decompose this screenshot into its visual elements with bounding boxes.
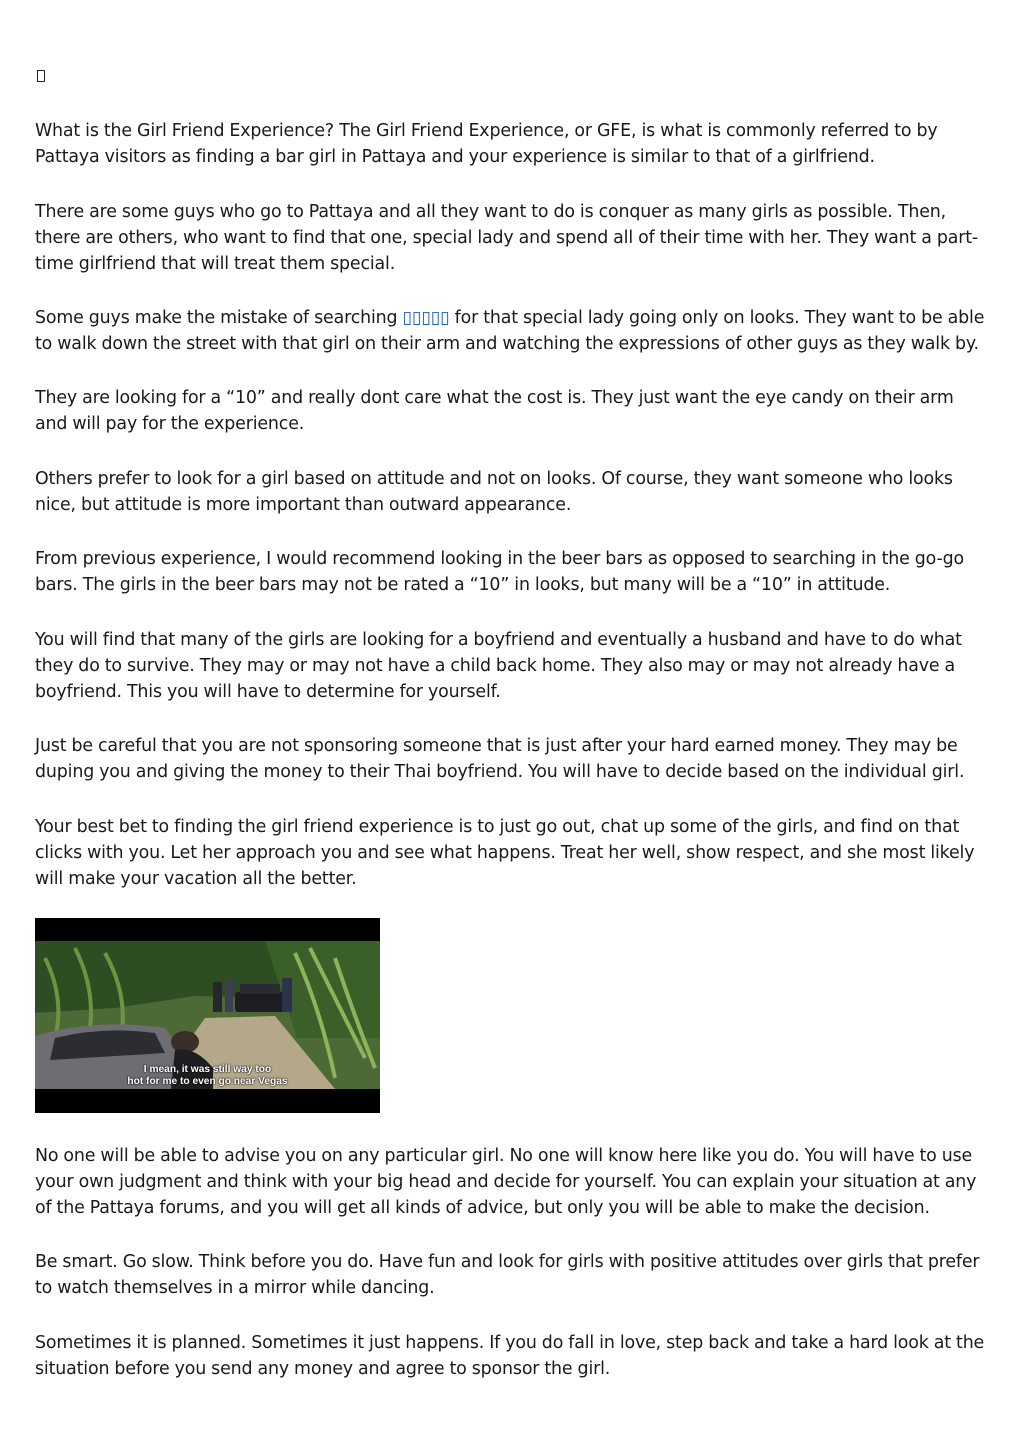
paragraph-gfe-definition: What is the Girl Friend Experience? The Girl Friend Experience, or GFE, is what is commonly referred to by Pattaya visitors as finding a bar girl in Pattaya and your experience is similar to that of a girlfriend. xyxy=(35,121,938,167)
paragraph-two-types-of-guys: There are some guys who go to Pattaya and all they want to do is conquer as many girls as possible. Then, there are others, who want to find that one, special lady and spend all of their time with her. They want a part-time girlfriend that will treat them special. xyxy=(35,202,979,274)
inline-link[interactable]: ▯▯▯▯▯ xyxy=(402,308,450,328)
video-caption-line-2: hot for me to even go near Vegas xyxy=(127,1076,288,1087)
paragraph-planned: Sometimes it is planned. Sometimes it just happens. If you do fall in love, step back and take a hard look at the situation before you send any money and agree to sponsor the girl. xyxy=(35,1333,985,1379)
video-caption-line-1: I mean, it was still way too xyxy=(143,1064,272,1075)
paragraph-looks-text-end: for that special lady going only on looks. They want to be able to walk down the street with that girl on their arm and watching the expressions of other guys as they walk by. xyxy=(35,308,985,354)
paragraph-advice: No one will be able to advise you on any particular girl. No one will know here like you do. You will have to use your own judgment and think with your big head and decide for yourself. You can explain your situation at any of the Pattaya forums, and you will get all kinds of advice, but only you will be able to make the decision. xyxy=(35,1146,977,1218)
paragraph-looks xyxy=(35,306,990,358)
paragraph-be-smart: Be smart. Go slow. Think before you do. Have fun and look for girls with positive attitudes over girls that prefer to watch themselves in a mirror while dancing. xyxy=(35,1252,980,1298)
video-frame[interactable] xyxy=(35,918,380,1113)
paragraph-boyfriend: You will find that many of the girls are looking for a boyfriend and eventually a husband and have to do what they do to survive. They may or may not have a child back home. They also may or may not already have a boyfriend. This you will have to determine for yourself. xyxy=(35,630,962,702)
paragraph-beer-bars: From previous experience, I would recommend looking in the beer bars as opposed to searching in the go-go bars. The girls in the beer bars may not be rated a “10” in looks, but many will be a “10” in attitude. xyxy=(35,549,964,595)
paragraph-looking-for-ten: They are looking for a “10” and really dont care what the cost is. They just want the eye candy on their arm and will pay for the experience. xyxy=(35,388,954,434)
paragraph-attitude: Others prefer to look for a girl based on attitude and not on looks. Of course, they want someone who looks nice, but attitude is more important than outward appearance. xyxy=(35,469,953,515)
paragraph-sponsoring: Just be careful that you are not sponsoring someone that is just after your hard earned money. They may be duping you and giving the money to their Thai boyfriend. You will have to decide based on the individual girl. xyxy=(35,736,965,782)
paragraph-best-bet: Your best bet to finding the girl friend experience is to just go out, chat up some of the girls, and find on that clicks with you. Let her approach you and see what happens. Treat her well, show respect, and she most likely will make your vacation all the better. xyxy=(35,817,975,889)
missing-glyph-box-icon xyxy=(37,70,45,82)
video-caption xyxy=(35,1064,380,1088)
paragraph-looks-text-start: Some guys make the mistake of searching xyxy=(35,308,403,328)
